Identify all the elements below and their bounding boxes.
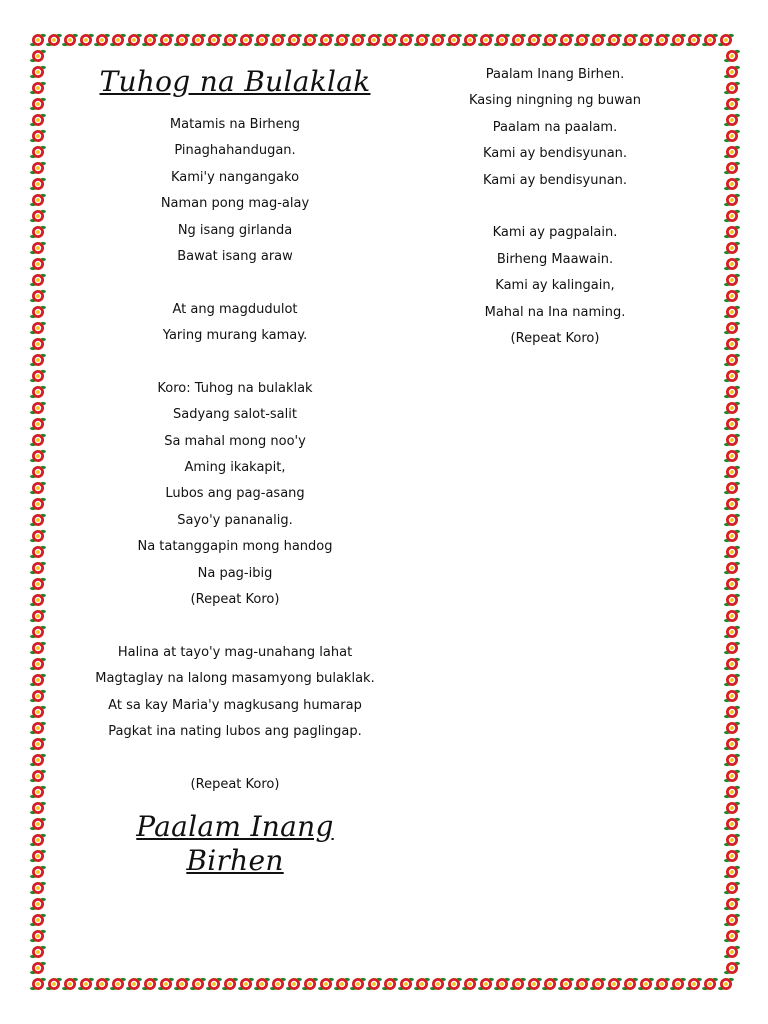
flower-icon	[222, 32, 238, 48]
flower-icon	[724, 720, 740, 736]
lyric-line: Bawat isang araw	[177, 248, 293, 264]
flower-icon	[724, 784, 740, 800]
flower-icon	[398, 32, 414, 48]
flower-icon	[158, 976, 174, 992]
second-song-title	[80, 810, 390, 878]
lyric-line: Kami ay kalingain,	[495, 278, 615, 294]
flower-icon	[724, 336, 740, 352]
flower-icon	[286, 32, 302, 48]
flower-icon	[238, 976, 254, 992]
flower-icon	[606, 976, 622, 992]
flower-icon	[30, 272, 46, 288]
flower-icon	[702, 976, 718, 992]
flower-icon	[724, 752, 740, 768]
flower-icon	[30, 640, 46, 656]
flower-icon	[718, 32, 734, 48]
flower-icon	[158, 32, 174, 48]
flower-icon	[702, 32, 718, 48]
flower-icon	[30, 688, 46, 704]
flower-icon	[724, 96, 740, 112]
flower-icon	[30, 848, 46, 864]
flower-icon	[724, 560, 740, 576]
lyric-line: Paalam na paalam.	[492, 119, 618, 135]
flower-icon	[446, 976, 462, 992]
flower-icon	[574, 976, 590, 992]
lyric-line: Pinaghahandugan.	[174, 143, 296, 159]
flower-icon	[46, 32, 62, 48]
flower-icon	[366, 32, 382, 48]
flower-icon	[590, 32, 606, 48]
flower-icon	[30, 288, 46, 304]
flower-icon	[724, 688, 740, 704]
flower-icon	[724, 128, 740, 144]
lyric-line: Ng isang girlanda	[177, 222, 293, 238]
flower-icon	[724, 768, 740, 784]
song-title: Tuhog na Bulaklak	[99, 65, 371, 98]
flower-icon	[62, 32, 78, 48]
flower-icon	[30, 592, 46, 608]
flower-icon	[724, 528, 740, 544]
flower-icon	[78, 32, 94, 48]
flower-icon	[30, 448, 46, 464]
flower-icon	[174, 976, 190, 992]
flower-icon	[30, 48, 46, 64]
flower-icon	[30, 304, 46, 320]
flower-icon	[724, 272, 740, 288]
flower-icon	[574, 32, 590, 48]
flower-icon	[414, 32, 430, 48]
lyric-line: Yaring murang kamay.	[162, 328, 308, 344]
flower-icon	[558, 32, 574, 48]
repeat-koro: (Repeat Koro)	[190, 776, 280, 792]
lyric-line: Pagkat ina nating lubos ang paglingap.	[108, 723, 362, 739]
flower-icon	[350, 976, 366, 992]
flower-icon	[724, 496, 740, 512]
flower-icon	[638, 976, 654, 992]
flower-icon	[724, 816, 740, 832]
lyric-line: Koro: Tuhog na bulaklak	[157, 380, 313, 396]
flower-icon	[78, 976, 94, 992]
flower-icon	[542, 976, 558, 992]
left-column	[80, 62, 390, 888]
flower-icon	[30, 544, 46, 560]
flower-icon	[590, 976, 606, 992]
flower-icon	[724, 400, 740, 416]
flower-icon	[30, 912, 46, 928]
flower-icon	[446, 32, 462, 48]
flower-icon	[222, 976, 238, 992]
flower-icon	[30, 656, 46, 672]
lyric-line: Kami ay bendisyunan.	[482, 172, 628, 188]
flower-icon	[724, 480, 740, 496]
flower-icon	[622, 976, 638, 992]
flower-border-top	[30, 32, 740, 48]
flower-icon	[30, 816, 46, 832]
flower-icon	[526, 976, 542, 992]
flower-icon	[724, 352, 740, 368]
flower-icon	[190, 976, 206, 992]
flower-icon	[30, 368, 46, 384]
flower-border-right	[724, 48, 740, 976]
flower-border-bottom	[30, 976, 740, 992]
lyric-line: Paalam Inang Birhen.	[485, 67, 625, 82]
flower-icon	[724, 416, 740, 432]
lyric-line: Halina at tayo'y mag-unahang lahat	[117, 644, 353, 660]
flower-icon	[724, 448, 740, 464]
flower-icon	[414, 976, 430, 992]
flower-icon	[30, 832, 46, 848]
flower-icon	[724, 144, 740, 160]
flower-icon	[350, 32, 366, 48]
flower-icon	[30, 960, 46, 976]
flower-icon	[30, 160, 46, 176]
flower-icon	[30, 96, 46, 112]
flower-icon	[30, 880, 46, 896]
flower-icon	[542, 32, 558, 48]
flower-icon	[724, 304, 740, 320]
flower-icon	[30, 352, 46, 368]
flower-icon	[286, 976, 302, 992]
stanza-2	[80, 297, 390, 350]
flower-icon	[334, 32, 350, 48]
flower-icon	[510, 976, 526, 992]
right-column	[420, 62, 690, 352]
flower-icon	[30, 64, 46, 80]
lyric-line: Kasing ningning ng buwan	[468, 93, 642, 109]
flower-icon	[478, 32, 494, 48]
flower-icon	[724, 160, 740, 176]
flower-icon	[686, 976, 702, 992]
lyric-line: Na pag-ibig	[197, 565, 273, 581]
flower-icon	[638, 32, 654, 48]
flower-icon	[46, 976, 62, 992]
flower-icon	[94, 976, 110, 992]
flower-icon	[382, 976, 398, 992]
flower-icon	[606, 32, 622, 48]
flower-icon	[724, 832, 740, 848]
flower-icon	[724, 928, 740, 944]
flower-icon	[318, 32, 334, 48]
flower-icon	[724, 512, 740, 528]
flower-icon	[30, 224, 46, 240]
stanza-3	[80, 640, 390, 746]
flower-icon	[110, 32, 126, 48]
flower-icon	[724, 256, 740, 272]
flower-icon	[238, 32, 254, 48]
flower-icon	[724, 112, 740, 128]
flower-icon	[724, 64, 740, 80]
lyric-line: Matamis na Birheng	[169, 117, 301, 132]
flower-icon	[724, 544, 740, 560]
flower-icon	[30, 432, 46, 448]
flower-icon	[302, 32, 318, 48]
flower-icon	[206, 32, 222, 48]
flower-icon	[302, 976, 318, 992]
flower-icon	[558, 976, 574, 992]
flower-icon	[254, 976, 270, 992]
flower-icon	[30, 624, 46, 640]
lyric-line: Aming ikakapit,	[184, 460, 286, 476]
flower-icon	[30, 528, 46, 544]
flower-icon	[126, 976, 142, 992]
lyric-line: At ang magdudulot	[172, 301, 298, 317]
chorus	[80, 376, 390, 614]
flower-icon	[62, 976, 78, 992]
flower-icon	[724, 592, 740, 608]
flower-icon	[724, 640, 740, 656]
flower-icon	[494, 976, 510, 992]
flower-icon	[126, 32, 142, 48]
stanza-1	[80, 112, 390, 270]
flower-icon	[174, 32, 190, 48]
flower-icon	[94, 32, 110, 48]
flower-icon	[30, 32, 46, 48]
flower-icon	[30, 240, 46, 256]
lyric-line: Kami ay pagpalain.	[492, 225, 618, 241]
lyric-line: Birheng Maawain.	[496, 251, 614, 267]
flower-icon	[724, 176, 740, 192]
flower-icon	[622, 32, 638, 48]
flower-icon	[30, 736, 46, 752]
flower-icon	[724, 912, 740, 928]
flower-icon	[142, 976, 158, 992]
flower-icon	[724, 80, 740, 96]
flower-icon	[30, 672, 46, 688]
flower-icon	[30, 144, 46, 160]
flower-icon	[724, 608, 740, 624]
lyric-line: Sayo'y pananalig.	[177, 512, 293, 528]
lyric-line: Kami'y nangangako	[170, 169, 300, 185]
flower-icon	[724, 368, 740, 384]
flower-icon	[30, 560, 46, 576]
second-title-line-1: Paalam Inang	[136, 810, 334, 844]
lyric-line: Naman pong mag-alay	[160, 196, 310, 212]
flower-icon	[724, 320, 740, 336]
flower-icon	[654, 32, 670, 48]
flower-icon	[724, 208, 740, 224]
flower-icon	[30, 704, 46, 720]
flower-icon	[724, 656, 740, 672]
flower-icon	[654, 976, 670, 992]
flower-icon	[270, 32, 286, 48]
flower-border-left	[30, 48, 46, 976]
flower-icon	[398, 976, 414, 992]
flower-icon	[30, 80, 46, 96]
flower-icon	[724, 464, 740, 480]
lyric-line: Sadyang salot-salit	[173, 407, 297, 423]
flower-icon	[30, 896, 46, 912]
flower-icon	[30, 112, 46, 128]
flower-icon	[30, 512, 46, 528]
flower-icon	[724, 48, 740, 64]
flower-icon	[30, 752, 46, 768]
flower-icon	[334, 976, 350, 992]
flower-icon	[382, 32, 398, 48]
flower-icon	[686, 32, 702, 48]
flower-icon	[526, 32, 542, 48]
flower-icon	[30, 496, 46, 512]
flower-icon	[30, 576, 46, 592]
flower-icon	[724, 432, 740, 448]
flower-icon	[724, 880, 740, 896]
flower-icon	[30, 192, 46, 208]
lyric-line: At sa kay Maria'y magkusang humarap	[108, 697, 362, 713]
flower-icon	[30, 208, 46, 224]
flower-icon	[494, 32, 510, 48]
right-stanza-2	[420, 220, 690, 352]
flower-icon	[30, 464, 46, 480]
flower-icon	[670, 32, 686, 48]
flower-icon	[30, 976, 46, 992]
flower-icon	[30, 608, 46, 624]
flower-icon	[724, 848, 740, 864]
flower-icon	[670, 976, 686, 992]
flower-icon	[724, 576, 740, 592]
lyric-line: Magtaglay na lalong masamyong bulaklak.	[95, 671, 375, 687]
flower-icon	[30, 864, 46, 880]
flower-icon	[724, 224, 740, 240]
flower-icon	[724, 896, 740, 912]
flower-icon	[30, 768, 46, 784]
right-stanza-1	[420, 62, 690, 194]
flower-icon	[190, 32, 206, 48]
flower-icon	[30, 720, 46, 736]
flower-icon	[30, 944, 46, 960]
flower-icon	[30, 400, 46, 416]
lyric-line: Mahal na Ina naming.	[484, 304, 626, 320]
flower-icon	[110, 976, 126, 992]
flower-icon	[430, 976, 446, 992]
flower-icon	[142, 32, 158, 48]
flower-icon	[724, 672, 740, 688]
flower-icon	[724, 192, 740, 208]
flower-icon	[724, 800, 740, 816]
flower-icon	[366, 976, 382, 992]
flower-icon	[270, 976, 286, 992]
flower-icon	[724, 624, 740, 640]
flower-icon	[724, 288, 740, 304]
flower-icon	[718, 976, 734, 992]
flower-icon	[462, 976, 478, 992]
flower-icon	[724, 240, 740, 256]
flower-icon	[30, 384, 46, 400]
flower-icon	[724, 944, 740, 960]
lyric-line: (Repeat Koro)	[510, 330, 600, 346]
flower-icon	[30, 320, 46, 336]
flower-icon	[724, 864, 740, 880]
lyric-line: (Repeat Koro)	[190, 592, 280, 608]
flower-icon	[510, 32, 526, 48]
lyric-line: Lubos ang pag-asang	[165, 486, 305, 502]
flower-icon	[478, 976, 494, 992]
flower-icon	[30, 416, 46, 432]
flower-icon	[318, 976, 334, 992]
flower-icon	[430, 32, 446, 48]
flower-icon	[30, 480, 46, 496]
flower-icon	[30, 176, 46, 192]
flower-icon	[724, 704, 740, 720]
flower-icon	[30, 128, 46, 144]
flower-icon	[724, 736, 740, 752]
flower-icon	[254, 32, 270, 48]
lyric-line: Na tatanggapin mong handog	[137, 539, 333, 555]
flower-icon	[206, 976, 222, 992]
flower-icon	[462, 32, 478, 48]
flower-icon	[724, 384, 740, 400]
flower-icon	[30, 800, 46, 816]
flower-icon	[30, 256, 46, 272]
flower-icon	[30, 336, 46, 352]
lyric-line: Sa mahal mong noo'y	[164, 433, 306, 449]
flower-icon	[724, 960, 740, 976]
flower-icon	[30, 928, 46, 944]
lyric-line: Kami ay bendisyunan.	[482, 146, 628, 162]
second-title-line-2: Birhen	[186, 844, 284, 878]
flower-icon	[30, 784, 46, 800]
